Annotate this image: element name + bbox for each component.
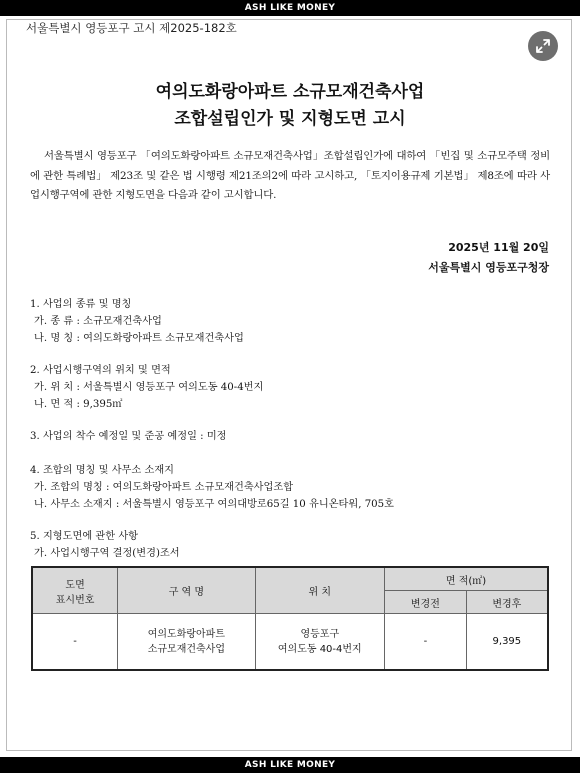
bottom-watermark-bar: ASH LIKE MONEY [0, 757, 580, 773]
section-4 [30, 462, 394, 513]
section-item: 가. 종 류 : 소규모재건축사업 [34, 316, 162, 327]
section-1 [30, 296, 244, 347]
header-map-no: 도면 표시번호 [32, 567, 118, 614]
section-3 [30, 428, 227, 445]
section-item: 가. 위 치 : 서울특별시 영등포구 여의도동 40-4번지 [34, 382, 264, 393]
section-item: 가. 사업시행구역 결정(변경)조서 [34, 548, 180, 559]
table-row [32, 614, 548, 671]
header-area: 면 적(㎡) [385, 567, 548, 591]
header-zone-name: 구 역 명 [118, 567, 255, 614]
expand-icon [535, 38, 551, 54]
notice-body: 서울특별시 영등포구 「여의도화랑아파트 소규모재건축사업」조합설립인가에 대하여 「빈집 및 소규모주택 정비에 관한 특례법」 제23조 및 같은 법 시행령 제21조의2에 따라 고시하고, 「토지이용규제 기본법」 제8조에 따라 사업시행구역에 관한 지형도면을 다음과 같이 고시합니다. [30, 150, 550, 201]
header-before: 변경전 [385, 591, 467, 614]
section-2 [30, 362, 263, 413]
cell-map-no: - [32, 614, 118, 671]
section-heading: 4. 조합의 명칭 및 사무소 소재지 [30, 465, 175, 476]
section-heading: 3. 사업의 착수 예정일 및 준공 예정일 : 미정 [30, 431, 227, 442]
zone-decision-table [31, 566, 549, 671]
notice-title-line2: 조합설립인가 및 지형도면 고시 [174, 109, 406, 129]
section-heading: 1. 사업의 종류 및 명칭 [30, 299, 132, 310]
top-watermark-bar: ASH LIKE MONEY [0, 0, 580, 16]
header-location: 위 치 [255, 567, 384, 614]
issuer: 서울특별시 영등포구청장 [428, 261, 549, 274]
section-item: 가. 조합의 명칭 : 여의도화랑아파트 소규모재건축사업조합 [34, 482, 294, 493]
cell-area-before: - [385, 614, 467, 671]
section-5 [30, 528, 180, 562]
section-heading: 2. 사업시행구역의 위치 및 면적 [30, 365, 171, 376]
section-item: 나. 명 칭 : 여의도화랑아파트 소규모재건축사업 [34, 333, 244, 344]
notice-number: 서울특별시 영등포구 고시 제2025-182호 [26, 21, 237, 35]
notice-date: 2025년 11월 20일 [448, 241, 549, 254]
signature-block [428, 238, 549, 278]
section-item: 나. 면 적 : 9,395㎡ [34, 399, 123, 410]
notice-title-line1: 여의도화랑아파트 소규모재건축사업 [155, 82, 425, 102]
expand-button[interactable] [528, 31, 558, 61]
cell-zone-name: 여의도화랑아파트 소규모재건축사업 [118, 614, 255, 671]
cell-location: 영등포구 여의도동 40-4번지 [255, 614, 384, 671]
cell-area-after: 9,395 [466, 614, 548, 671]
header-after: 변경후 [466, 591, 548, 614]
section-heading: 5. 지형도면에 관한 사항 [30, 531, 139, 542]
section-item: 나. 사무소 소재지 : 서울특별시 영등포구 여의대방로65길 10 유니온타워, 705호 [34, 499, 394, 510]
